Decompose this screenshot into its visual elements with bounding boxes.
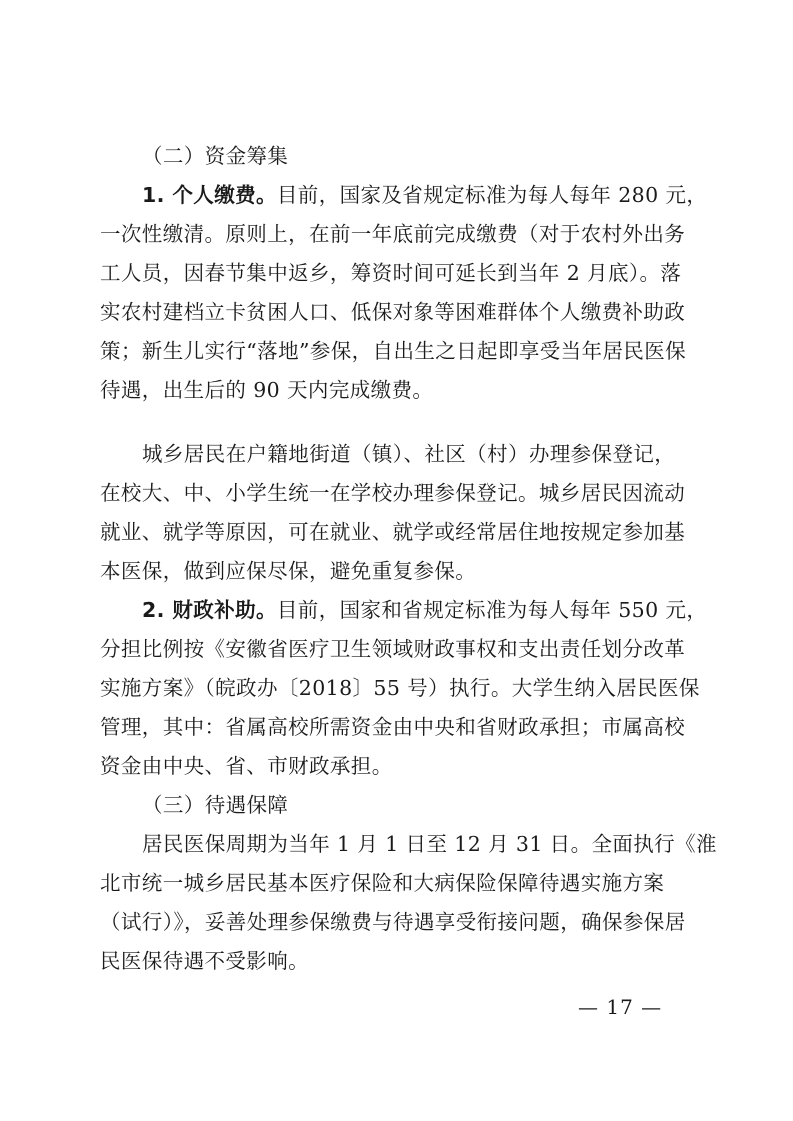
item2-line-2: 分担比例按《安徽省医疗卫生领域财政事权和支出责任划分改革: [100, 637, 686, 661]
para2-line-1: 城乡居民在户籍地街道（镇）、社区（村）办理参保登记，: [142, 442, 676, 466]
section-heading-benefits: （三）待遇保障: [142, 793, 289, 817]
para3-line-4: 民医保待遇不受影响。: [100, 949, 309, 973]
item1-line-1-text: 目前，国家及省规定标准为每人每年 280 元，: [276, 183, 708, 207]
para2-line-2: 在校大、中、小学生统一在学校办理参保登记。城乡居民因流动: [100, 481, 686, 505]
item1-line-1: [142, 181, 732, 209]
para2-line-4: 本医保，做到应保尽保，避免重复参保。: [100, 559, 477, 583]
para3-line-3: （试行）》，妥善处理参保缴费与待遇享受衔接问题，确保参保居: [100, 910, 686, 934]
item2-title: 2. 财政补助。: [142, 598, 277, 622]
item2-line-3: 实施方案》（皖政办〔2018〕55 号）执行。大学生纳入居民医保: [100, 676, 700, 700]
para3-line-2: 北市统一城乡居民基本医疗保险和大病保险保障待遇实施方案: [100, 871, 665, 895]
section-heading-funding: （二）资金筹集: [142, 144, 289, 168]
item1-title: 1. 个人缴费。: [142, 183, 277, 207]
page-number: — 17 —: [578, 995, 663, 1019]
item1-line-2: 一次性缴清。原则上，在前一年底前完成缴费（对于农村外出务: [100, 222, 686, 246]
para3-line-1: 居民医保周期为当年 1 月 1 日至 12 月 31 日。全面执行《淮: [142, 832, 717, 856]
item2-line-4: 管理，其中：省属高校所需资金由中央和省财政承担；市属高校: [100, 715, 686, 739]
item1-line-5: 策；新生儿实行“落地”参保，自出生之日起即享受当年居民医保: [100, 339, 687, 363]
para2-line-3: 就业、就学等原因，可在就业、就学或经常居住地按规定参加基: [100, 520, 686, 544]
item1-line-4: 实农村建档立卡贫困人口、低保对象等困难群体个人缴费补助政: [100, 300, 686, 324]
item2-line-5: 资金由中央、省、市财政承担。: [100, 754, 393, 778]
item1-line-6: 待遇，出生后的 90 天内完成缴费。: [100, 378, 434, 402]
item1-line-3: 工人员，因春节集中返乡，筹资时间可延长到当年 2 月底）。落: [100, 261, 682, 285]
item2-line-1: [142, 596, 732, 624]
item2-line-1-text: 目前，国家和省规定标准为每人每年 550 元，: [276, 598, 708, 622]
